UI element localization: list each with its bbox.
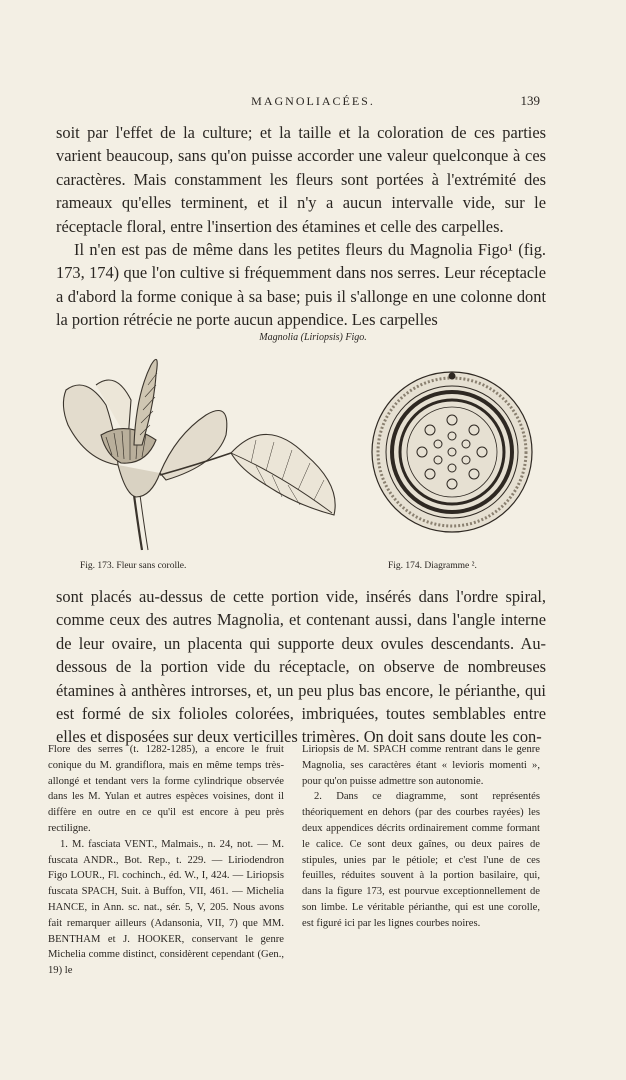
paragraph: sont placés au-dessus de cette portion vide, insérés dans l'ordre spiral, comme ceux des autres Magnolia, et contenant aussi, dans l'angle interne de leur ovaire, un placenta qui supporte deux ovules descendants. Au-dessous de la portion vide du réceptacle, on observe de nombreuses étamines à anthères introrses, et, un peu plus bas encore, le périanthe, qui est formé de six folioles colorées, imbriquées, toutes semblables entre elles et disposées sur deux verticilles trimères. On doit sans doute les con- [56,587,546,747]
footnote: 1. M. fasciata VENT., Malmais., n. 24, not. — M. fuscata ANDR., Bot. Rep., t. 229. — Liriodendron Figo LOUR., Fl. cochinch., éd. W., I, 424. — Liriopsis fuscata SPACH, Suit. à Buffon, VII, 461. — Michelia HANCE, in Ann. sc. nat., sér. 5, V, 205. Nous avons fait remarquer ailleurs (Adansonia, VII, 7) que MM. BENTHAM et J. HOOKER, conservant le genre Michelia comme distinct, considèrent cependant (Gen., 19) le [48,838,284,977]
floral-diagram-illustration [370,370,534,534]
footnote: 2. Dans ce diagramme, sont représentés théoriquement en dehors (par des courbes rayées) les deux appendices décrits ordinairement comme formant le calice. Ce sont deux gaînes, ou deux paires de stipules, unies par le pétiole; et c'est l'une de ces feuilles, réduites souvent à la portion basilaire, qui, dans la figure 173, est pourvue exceptionnellement de son limbe. Le véritable périanthe, qui est une corolle, est figuré ici par les lignes courbes noires. [302,791,540,929]
page-number: 139 [520,93,540,108]
running-head: MAGNOLIACÉES. [251,94,375,108]
paragraph: soit par l'effet de la culture; et la taille et la coloration de ces parties varient beaucoup, sans qu'on puisse accorder une valeur quelconque à ces caractères. Mais constamment les fleurs sont portées à l'extrémité des rameaux qu'elles terminent, et il n'y a aucun intervalle vide, sur le réceptacle floral, entre l'insertion des étamines et celle des carpelles. [56,123,546,236]
paragraph: Il n'en est pas de même dans les petites fleurs du Magnolia Figo¹ (fig. 173, 174) que l'on cultive si fréquemment dans nos serres. Leur réceptacle a d'abord la forme conique à sa base; puis il s'allonge en une colonne dont la portion rétrécie ne porte aucun appendice. Les carpelles [56,240,546,330]
magnolia-flower-branch-illustration [56,345,346,555]
footnotes-right-column [302,742,540,932]
fig-173-caption: Fig. 173. Fleur sans corolle. [80,561,187,571]
footnote: Flore des serres (t. 1282-1285), a encore le fruit conique du M. grandiflora, mais en même temps très-allongé et tendant vers la forme cylindrique observée dans les M. Yulan et autres espèces voisines, dont il diffère en outre en ce qu'il est encore à peu près rectiligne. [48,744,284,834]
body-text-top [56,121,546,332]
footnotes-left-column [48,742,284,979]
figure-title: Magnolia (Liriopsis) Figo. [259,332,367,343]
fig-174-caption: Fig. 174. Diagramme ². [388,561,477,571]
body-text-bottom [56,585,546,749]
footnote: Liriopsis de M. SPACH comme rentrant dans le genre Magnolia, ses caractères étant « levioris momenti », pour qu'on puisse admettre son autonomie. [302,744,540,787]
